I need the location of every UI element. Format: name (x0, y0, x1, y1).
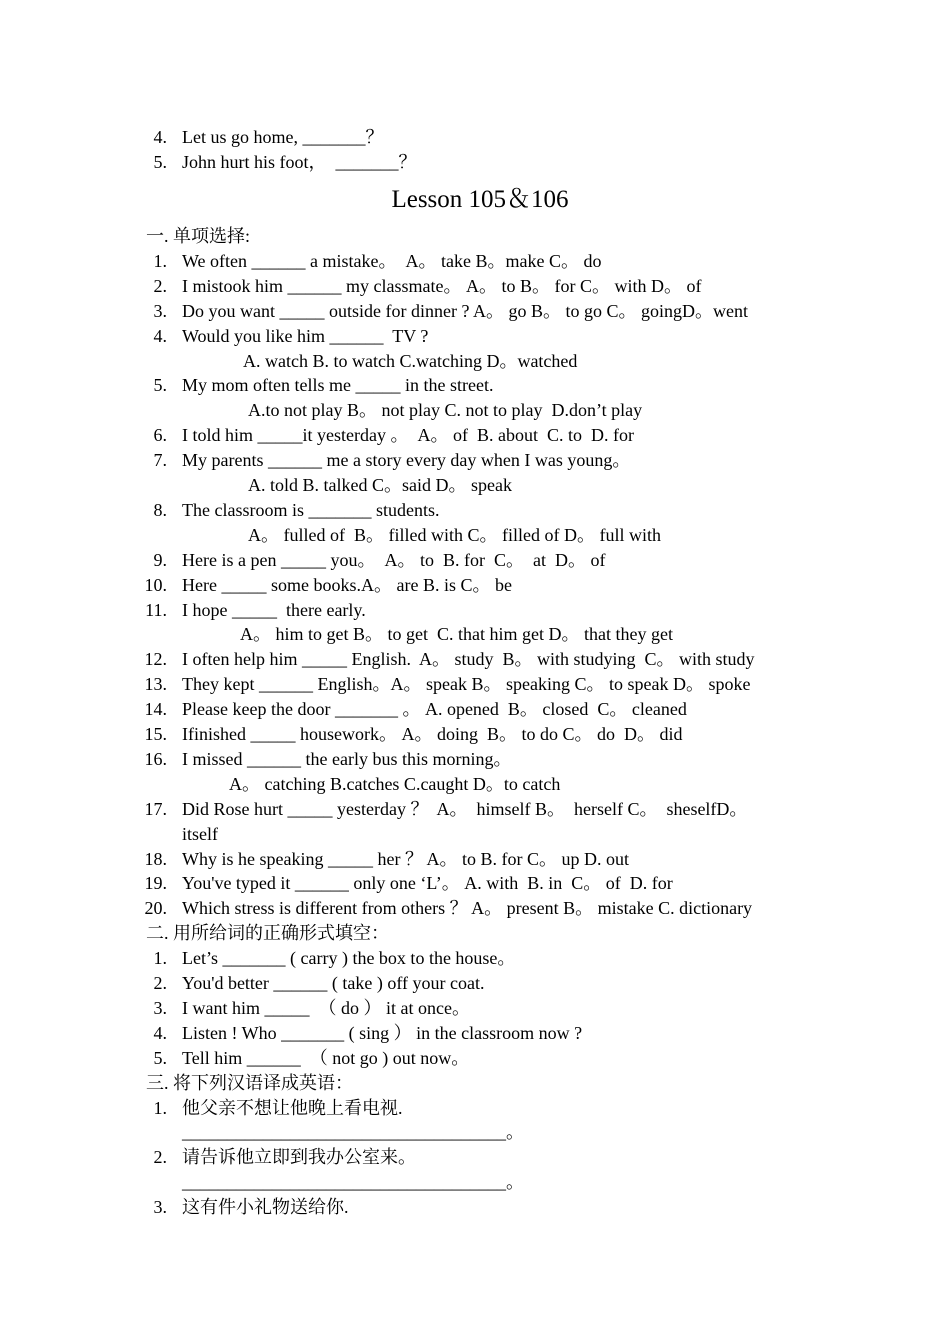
mc-question-number: 15. (144, 724, 167, 744)
mc-question-text: My mom often tells me _____ in the street. (182, 375, 494, 396)
mc-question-text: They kept ______ English。A。 speak B。 speaking C。 to speak D。 spoke (182, 674, 751, 695)
fill-question-number: 3. (153, 997, 167, 1018)
mc-question-number: 20. (144, 898, 167, 919)
prev-item-number: 4. (153, 127, 167, 147)
mc-question-text: A. watch B. to watch C.watching D。watched (243, 350, 578, 371)
section-heading-translate: 三. 将下列汉语译成英语： (146, 1072, 353, 1093)
mc-question-text: A.to not play B。 not play C. not to play D.don’t play (248, 400, 643, 421)
mc-question-number: 11. (145, 599, 167, 620)
mc-question-text: Ifinished _____ housework。 A。 doing B。 to do C。 do D。 did (182, 724, 683, 744)
mc-question-number: 10. (144, 574, 167, 595)
fill-question-number: 4. (153, 1022, 167, 1043)
mc-question-text: My parents ______ me a story every day when I was young。 (182, 450, 631, 471)
fill-question-text: Tell him ______ （ not go ) out now。 (182, 1047, 470, 1068)
translate-question-text: ____________________________________。 (182, 1172, 524, 1193)
fill-question-text: Let’s _______ ( carry ) the box to the house。 (182, 948, 516, 969)
mc-question-number: 5. (153, 375, 167, 396)
mc-question-number: 14. (144, 699, 167, 720)
mc-question-number: 19. (144, 873, 167, 894)
mc-question-text: Did Rose hurt _____ yesterday ？ A。 himself B。 herself C。 sheselfD。 (182, 798, 748, 819)
translate-question-number: 1. (153, 1097, 167, 1118)
mc-question-number: 7. (153, 450, 167, 471)
mc-question-text: I missed ______ the early bus this morning。 (182, 748, 512, 769)
mc-question-number: 12. (144, 649, 167, 670)
prev-item-number: 5. (153, 151, 167, 172)
fill-question-text: I want him _____ （ do ） it at once。 (182, 997, 470, 1018)
lesson-title: Lesson 105＆106 (391, 186, 569, 213)
mc-question-number: 18. (144, 848, 167, 869)
mc-question-text: A。 catching B.catches C.caught D。to catch (229, 773, 561, 794)
mc-question-text: A。 him to get B。 to get C. that him get D。 that they get (240, 624, 673, 645)
fill-question-number: 1. (153, 948, 167, 969)
translate-question-text: 这有件小礼物送给你. (182, 1197, 349, 1218)
mc-question-text: The classroom is _______ students. (182, 499, 440, 520)
mc-question-text: Would you like him ______ TV ? (182, 325, 429, 346)
mc-question-number: 1. (153, 250, 167, 271)
mc-question-number: 9. (153, 549, 167, 570)
mc-question-text: A. told B. talked C。said D。 speak (248, 475, 512, 495)
mc-question-number: 8. (153, 499, 167, 520)
mc-question-text: We often ______ a mistake。 A。 take B。make C。 do (182, 250, 602, 271)
mc-question-number: 13. (144, 674, 167, 695)
mc-question-text: itself (182, 823, 218, 844)
mc-question-text: A。 fulled of B。 filled with C。 filled of D。 full with (248, 524, 661, 545)
mc-question-text: Why is he speaking _____ her ？ A。 to B. for C。 up D. out (182, 848, 629, 869)
mc-question-text: Which stress is different from others ？ A。 present B。 mistake C. dictionary (182, 898, 753, 919)
fill-question-text: You'd better ______ ( take ) off your coat. (182, 973, 485, 993)
mc-question-number: 6. (153, 425, 167, 446)
translate-question-text: ____________________________________。 (182, 1122, 524, 1143)
fill-question-text: Listen ! Who _______ ( sing ） in the classroom now ? (182, 1022, 583, 1043)
mc-question-number: 3. (153, 300, 167, 321)
mc-question-number: 16. (144, 748, 167, 769)
translate-question-text: 请告诉他立即到我办公室来。 (182, 1147, 416, 1168)
section-heading-multiple-choice: 一. 单项选择: (146, 226, 251, 246)
mc-question-text: Please keep the door _______ 。 A. opened B。 closed C。 cleaned (182, 699, 687, 720)
mc-question-number: 2. (153, 275, 167, 296)
mc-question-text: You've typed it ______ only one ‘L’。 A. with B. in C。 of D. for (182, 873, 673, 894)
translate-question-text: 他父亲不想让他晚上看电视. (182, 1097, 403, 1118)
mc-question-text: Here _____ some books.A。 are B. is C。 be (182, 574, 512, 595)
section-heading-fill-blank: 二. 用所给词的正确形式填空： (146, 923, 389, 944)
fill-question-number: 2. (153, 973, 167, 993)
mc-question-text: I often help him _____ English. A。 study B。 with studying C。 with study (182, 649, 755, 670)
translate-question-number: 2. (153, 1147, 167, 1168)
mc-question-text: I hope _____ there early. (182, 599, 366, 620)
prev-item-text: John hurt his foot， _______？ (182, 151, 417, 172)
translate-question-number: 3. (153, 1197, 167, 1218)
mc-question-text: Here is a pen _____ you。 A。 to B. for C。 at D。 of (182, 549, 606, 570)
mc-question-number: 4. (153, 325, 167, 346)
mc-question-text: I told him _____it yesterday 。 A。 of B. about C. to D. for (182, 425, 634, 446)
prev-item-text: Let us go home, _______？ (182, 127, 384, 147)
mc-question-number: 17. (144, 798, 167, 819)
mc-question-text: Do you want _____ outside for dinner ? A。 go B。 to go C。 goingD。went (182, 300, 748, 321)
mc-question-text: I mistook him ______ my classmate。 A。 to B。 for C。 with D。 of (182, 275, 702, 296)
fill-question-number: 5. (153, 1047, 167, 1068)
